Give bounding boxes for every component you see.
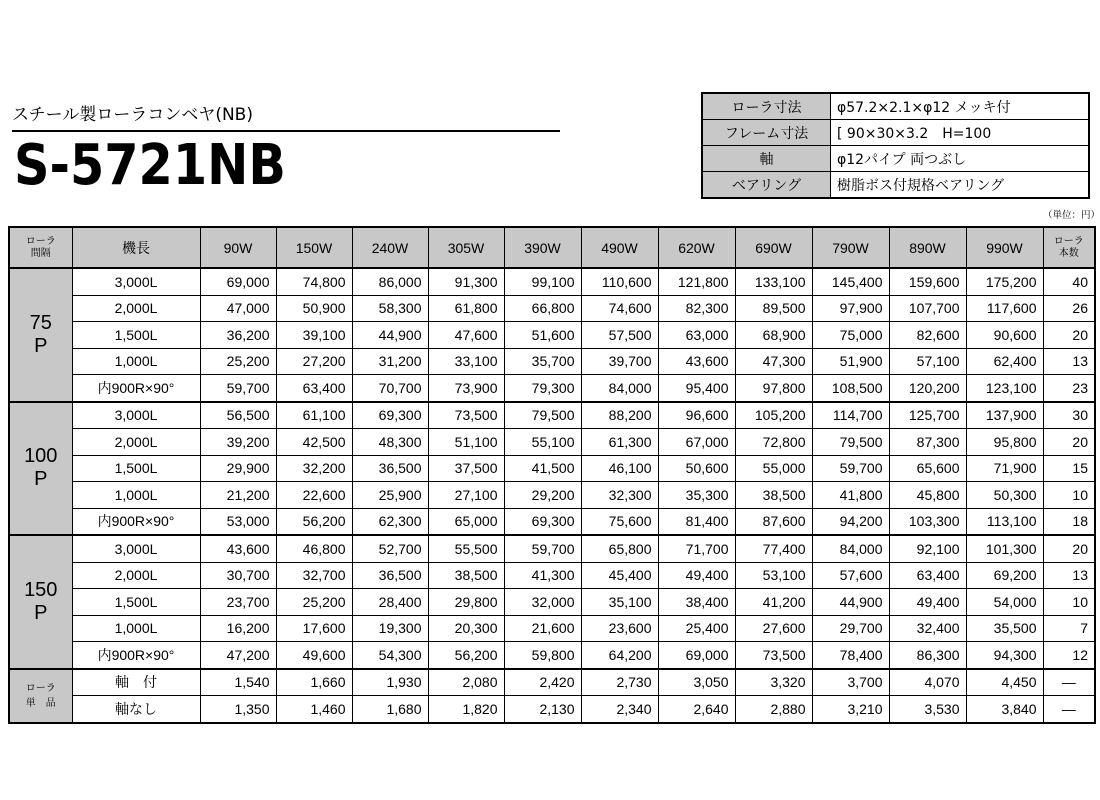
price-cell: 84,000 — [812, 535, 889, 562]
price-cell: 4,450 — [966, 669, 1043, 696]
price-cell: 1,460 — [276, 696, 352, 723]
price-cell: 3,210 — [812, 696, 889, 723]
price-cell: 75,000 — [812, 322, 889, 349]
price-cell: 74,600 — [581, 295, 658, 322]
price-cell: 77,400 — [735, 535, 812, 562]
price-cell: 51,100 — [428, 429, 504, 456]
table-row — [9, 508, 1095, 535]
price-cell: 84,000 — [581, 375, 658, 402]
roller-count-cell: 12 — [1043, 642, 1095, 669]
header-width: 790W — [812, 227, 889, 268]
price-cell: 38,400 — [658, 589, 735, 616]
table-row — [9, 375, 1095, 402]
spec-row — [702, 172, 1089, 199]
price-cell: 94,200 — [812, 508, 889, 535]
price-cell: 23,600 — [581, 615, 658, 642]
price-cell: 66,800 — [504, 295, 581, 322]
price-cell: 75,600 — [581, 508, 658, 535]
roller-count-cell: 13 — [1043, 562, 1095, 589]
price-cell: 41,300 — [504, 562, 581, 589]
price-cell: 16,200 — [200, 615, 276, 642]
price-cell: 55,500 — [428, 535, 504, 562]
spec-row — [702, 120, 1089, 146]
single-roller-label: ローラ 単 品 — [9, 669, 72, 723]
header-width: 390W — [504, 227, 581, 268]
price-cell: 65,000 — [428, 508, 504, 535]
price-cell: 17,600 — [276, 615, 352, 642]
price-cell: 103,300 — [889, 508, 966, 535]
price-cell: 55,000 — [735, 455, 812, 482]
roller-count-cell: 30 — [1043, 402, 1095, 429]
table-row — [9, 535, 1095, 562]
price-cell: 3,700 — [812, 669, 889, 696]
price-cell: 29,200 — [504, 482, 581, 509]
table-row — [9, 268, 1095, 295]
price-cell: 57,600 — [812, 562, 889, 589]
price-cell: 50,600 — [658, 455, 735, 482]
price-cell: 32,300 — [581, 482, 658, 509]
roller-count-cell: — — [1043, 669, 1095, 696]
price-cell: 32,200 — [276, 455, 352, 482]
price-cell: 47,200 — [200, 642, 276, 669]
price-cell: 56,200 — [276, 508, 352, 535]
price-cell: 59,700 — [504, 535, 581, 562]
price-cell: 47,600 — [428, 322, 504, 349]
price-cell: 2,130 — [504, 696, 581, 723]
price-cell: 91,300 — [428, 268, 504, 295]
price-cell: 41,500 — [504, 455, 581, 482]
price-cell: 74,800 — [276, 268, 352, 295]
price-cell: 69,000 — [658, 642, 735, 669]
price-cell: 1,930 — [352, 669, 428, 696]
pitch-cell: 150 P — [9, 535, 72, 669]
price-cell: 25,400 — [658, 615, 735, 642]
price-cell: 107,700 — [889, 295, 966, 322]
price-cell: 90,600 — [966, 322, 1043, 349]
table-row — [9, 322, 1095, 349]
length-cell: 1,500L — [72, 322, 200, 349]
price-cell: 44,900 — [352, 322, 428, 349]
price-cell: 43,600 — [200, 535, 276, 562]
price-cell: 53,100 — [735, 562, 812, 589]
roller-count-cell: 7 — [1043, 615, 1095, 642]
price-cell: 39,100 — [276, 322, 352, 349]
price-cell: 78,400 — [812, 642, 889, 669]
price-cell: 47,000 — [200, 295, 276, 322]
price-cell: 3,050 — [658, 669, 735, 696]
price-cell: 65,800 — [581, 535, 658, 562]
price-cell: 35,500 — [966, 615, 1043, 642]
price-cell: 95,800 — [966, 429, 1043, 456]
price-cell: 57,500 — [581, 322, 658, 349]
price-cell: 27,600 — [735, 615, 812, 642]
price-cell: 41,200 — [735, 589, 812, 616]
price-cell: 121,800 — [658, 268, 735, 295]
price-cell: 32,000 — [504, 589, 581, 616]
price-cell: 2,880 — [735, 696, 812, 723]
price-cell: 89,500 — [735, 295, 812, 322]
table-row — [9, 429, 1095, 456]
length-cell: 内900R×90° — [72, 508, 200, 535]
price-cell: 48,300 — [352, 429, 428, 456]
price-cell: 79,500 — [812, 429, 889, 456]
header-width: 990W — [966, 227, 1043, 268]
price-cell: 3,840 — [966, 696, 1043, 723]
spec-value: φ12パイプ 両つぶし — [831, 146, 1090, 172]
price-cell: 43,600 — [658, 348, 735, 375]
price-cell: 51,600 — [504, 322, 581, 349]
length-cell: 1,500L — [72, 455, 200, 482]
price-cell: 29,800 — [428, 589, 504, 616]
length-cell: 2,000L — [72, 295, 200, 322]
price-cell: 45,400 — [581, 562, 658, 589]
spec-value: 樹脂ボス付規格ベアリング — [831, 172, 1090, 199]
price-cell: 37,500 — [428, 455, 504, 482]
length-cell: 2,000L — [72, 429, 200, 456]
price-cell: 68,900 — [735, 322, 812, 349]
length-cell: 内900R×90° — [72, 642, 200, 669]
price-cell: 49,400 — [889, 589, 966, 616]
price-cell: 69,300 — [352, 402, 428, 429]
price-cell: 25,900 — [352, 482, 428, 509]
price-cell: 1,350 — [200, 696, 276, 723]
price-cell: 45,800 — [889, 482, 966, 509]
price-table — [8, 226, 1096, 724]
price-cell: 120,200 — [889, 375, 966, 402]
price-cell: 57,100 — [889, 348, 966, 375]
price-cell: 2,420 — [504, 669, 581, 696]
header-width: 240W — [352, 227, 428, 268]
price-cell: 49,600 — [276, 642, 352, 669]
price-cell: 56,500 — [200, 402, 276, 429]
length-cell: 3,000L — [72, 268, 200, 295]
price-cell: 82,600 — [889, 322, 966, 349]
price-cell: 21,200 — [200, 482, 276, 509]
price-cell: 44,900 — [812, 589, 889, 616]
price-cell: 69,300 — [504, 508, 581, 535]
price-cell: 61,800 — [428, 295, 504, 322]
price-cell: 54,300 — [352, 642, 428, 669]
price-cell: 31,200 — [352, 348, 428, 375]
price-cell: 94,300 — [966, 642, 1043, 669]
roller-count-cell: 13 — [1043, 348, 1095, 375]
roller-count-cell: 40 — [1043, 268, 1095, 295]
price-cell: 145,400 — [812, 268, 889, 295]
table-header-row — [9, 227, 1095, 268]
price-cell: 52,700 — [352, 535, 428, 562]
price-table-body — [9, 268, 1095, 723]
pitch-cell: 100 P — [9, 402, 72, 536]
price-cell: 59,800 — [504, 642, 581, 669]
price-cell: 23,700 — [200, 589, 276, 616]
price-cell: 21,600 — [504, 615, 581, 642]
table-row — [9, 455, 1095, 482]
price-cell: 65,600 — [889, 455, 966, 482]
roller-count-cell: 10 — [1043, 482, 1095, 509]
price-cell: 71,900 — [966, 455, 1043, 482]
price-cell: 82,300 — [658, 295, 735, 322]
price-cell: 36,500 — [352, 455, 428, 482]
table-row — [9, 348, 1095, 375]
price-cell: 29,700 — [812, 615, 889, 642]
spec-row — [702, 146, 1089, 172]
price-cell: 97,900 — [812, 295, 889, 322]
price-cell: 1,540 — [200, 669, 276, 696]
price-cell: 29,900 — [200, 455, 276, 482]
title-rule — [12, 130, 560, 132]
price-cell: 73,900 — [428, 375, 504, 402]
price-cell: 20,300 — [428, 615, 504, 642]
product-code: S-5721NB — [14, 133, 286, 198]
price-cell: 2,640 — [658, 696, 735, 723]
price-cell: 49,400 — [658, 562, 735, 589]
price-cell: 92,100 — [889, 535, 966, 562]
unit-note: （単位：円） — [1043, 210, 1100, 221]
price-cell: 41,800 — [812, 482, 889, 509]
price-cell: 69,000 — [200, 268, 276, 295]
price-cell: 59,700 — [200, 375, 276, 402]
price-cell: 28,400 — [352, 589, 428, 616]
spec-key: フレーム寸法 — [702, 120, 831, 146]
price-cell: 58,300 — [352, 295, 428, 322]
price-cell: 32,400 — [889, 615, 966, 642]
roller-count-cell: 18 — [1043, 508, 1095, 535]
spec-value: [ 90×30×3.2 H=100 — [831, 120, 1090, 146]
price-cell: 22,600 — [276, 482, 352, 509]
price-cell: 35,100 — [581, 589, 658, 616]
price-cell: 35,300 — [658, 482, 735, 509]
price-cell: 73,500 — [735, 642, 812, 669]
table-row — [9, 482, 1095, 509]
price-cell: 137,900 — [966, 402, 1043, 429]
price-cell: 3,530 — [889, 696, 966, 723]
price-cell: 79,300 — [504, 375, 581, 402]
price-cell: 86,000 — [352, 268, 428, 295]
price-cell: 1,820 — [428, 696, 504, 723]
price-cell: 64,200 — [581, 642, 658, 669]
price-cell: 2,080 — [428, 669, 504, 696]
length-cell: 2,000L — [72, 562, 200, 589]
price-cell: 59,700 — [812, 455, 889, 482]
price-cell: 175,200 — [966, 268, 1043, 295]
spec-key: ローラ寸法 — [702, 93, 831, 120]
price-cell: 1,680 — [352, 696, 428, 723]
spec-key: ベアリング — [702, 172, 831, 199]
length-cell: 1,000L — [72, 615, 200, 642]
roller-count-cell: 20 — [1043, 535, 1095, 562]
price-cell: 96,600 — [658, 402, 735, 429]
price-cell: 19,300 — [352, 615, 428, 642]
price-cell: 27,200 — [276, 348, 352, 375]
roller-count-cell: 10 — [1043, 589, 1095, 616]
header-width: 490W — [581, 227, 658, 268]
header-pitch: ローラ 間隔 — [9, 227, 72, 268]
price-cell: 35,700 — [504, 348, 581, 375]
price-cell: 159,600 — [889, 268, 966, 295]
roller-count-cell: 20 — [1043, 322, 1095, 349]
price-cell: 50,300 — [966, 482, 1043, 509]
spec-key: 軸 — [702, 146, 831, 172]
price-cell: 39,200 — [200, 429, 276, 456]
price-cell: 81,400 — [658, 508, 735, 535]
pitch-cell: 75 P — [9, 268, 72, 402]
price-cell: 88,200 — [581, 402, 658, 429]
spec-row — [702, 93, 1089, 120]
spec-table — [701, 92, 1090, 199]
header-width: 620W — [658, 227, 735, 268]
length-cell: 1,000L — [72, 348, 200, 375]
header-width: 90W — [200, 227, 276, 268]
roller-count-cell: — — [1043, 696, 1095, 723]
price-cell: 133,100 — [735, 268, 812, 295]
price-cell: 25,200 — [200, 348, 276, 375]
price-cell: 114,700 — [812, 402, 889, 429]
price-cell: 4,070 — [889, 669, 966, 696]
price-cell: 56,200 — [428, 642, 504, 669]
length-cell: 1,500L — [72, 589, 200, 616]
price-cell: 36,500 — [352, 562, 428, 589]
price-cell: 110,600 — [581, 268, 658, 295]
price-cell: 72,800 — [735, 429, 812, 456]
price-cell: 73,500 — [428, 402, 504, 429]
price-cell: 27,100 — [428, 482, 504, 509]
price-cell: 99,100 — [504, 268, 581, 295]
table-row — [9, 642, 1095, 669]
length-cell: 3,000L — [72, 535, 200, 562]
table-row — [9, 615, 1095, 642]
price-cell: 33,100 — [428, 348, 504, 375]
price-cell: 87,600 — [735, 508, 812, 535]
price-cell: 1,660 — [276, 669, 352, 696]
price-cell: 2,730 — [581, 669, 658, 696]
price-cell: 70,700 — [352, 375, 428, 402]
price-cell: 101,300 — [966, 535, 1043, 562]
price-cell: 62,400 — [966, 348, 1043, 375]
price-cell: 30,700 — [200, 562, 276, 589]
price-cell: 42,500 — [276, 429, 352, 456]
price-cell: 61,300 — [581, 429, 658, 456]
price-cell: 108,500 — [812, 375, 889, 402]
price-cell: 63,000 — [658, 322, 735, 349]
header-roller-count: ローラ 本数 — [1043, 227, 1095, 268]
price-cell: 63,400 — [889, 562, 966, 589]
product-subtitle: スチール製ローラコンベヤ(NB) — [12, 105, 253, 125]
roller-count-cell: 23 — [1043, 375, 1095, 402]
price-cell: 67,000 — [658, 429, 735, 456]
price-cell: 51,900 — [812, 348, 889, 375]
header-width: 890W — [889, 227, 966, 268]
roller-count-cell: 20 — [1043, 429, 1095, 456]
price-cell: 123,100 — [966, 375, 1043, 402]
price-cell: 97,800 — [735, 375, 812, 402]
table-row — [9, 562, 1095, 589]
table-row — [9, 696, 1095, 723]
price-cell: 63,400 — [276, 375, 352, 402]
price-cell: 50,900 — [276, 295, 352, 322]
price-cell: 47,300 — [735, 348, 812, 375]
price-cell: 69,200 — [966, 562, 1043, 589]
roller-count-cell: 26 — [1043, 295, 1095, 322]
roller-count-cell: 15 — [1043, 455, 1095, 482]
price-cell: 3,320 — [735, 669, 812, 696]
price-cell: 46,800 — [276, 535, 352, 562]
price-cell: 39,700 — [581, 348, 658, 375]
shaft-type-cell: 軸 付 — [72, 669, 200, 696]
header-width: 305W — [428, 227, 504, 268]
price-cell: 62,300 — [352, 508, 428, 535]
price-cell: 95,400 — [658, 375, 735, 402]
header-length: 機長 — [72, 227, 200, 268]
price-cell: 113,100 — [966, 508, 1043, 535]
table-row — [9, 669, 1095, 696]
length-cell: 3,000L — [72, 402, 200, 429]
price-cell: 32,700 — [276, 562, 352, 589]
price-cell: 38,500 — [428, 562, 504, 589]
spec-value: φ57.2×2.1×φ12 メッキ付 — [831, 93, 1090, 120]
price-cell: 117,600 — [966, 295, 1043, 322]
length-cell: 内900R×90° — [72, 375, 200, 402]
table-row — [9, 589, 1095, 616]
price-cell: 86,300 — [889, 642, 966, 669]
price-cell: 54,000 — [966, 589, 1043, 616]
header-width: 690W — [735, 227, 812, 268]
length-cell: 1,000L — [72, 482, 200, 509]
header-width: 150W — [276, 227, 352, 268]
price-cell: 79,500 — [504, 402, 581, 429]
price-cell: 125,700 — [889, 402, 966, 429]
shaft-type-cell: 軸なし — [72, 696, 200, 723]
price-cell: 25,200 — [276, 589, 352, 616]
price-cell: 71,700 — [658, 535, 735, 562]
price-cell: 53,000 — [200, 508, 276, 535]
price-cell: 38,500 — [735, 482, 812, 509]
price-cell: 105,200 — [735, 402, 812, 429]
price-cell: 61,100 — [276, 402, 352, 429]
price-cell: 36,200 — [200, 322, 276, 349]
table-row — [9, 295, 1095, 322]
price-cell: 55,100 — [504, 429, 581, 456]
price-cell: 2,340 — [581, 696, 658, 723]
price-cell: 46,100 — [581, 455, 658, 482]
price-cell: 87,300 — [889, 429, 966, 456]
table-row — [9, 402, 1095, 429]
